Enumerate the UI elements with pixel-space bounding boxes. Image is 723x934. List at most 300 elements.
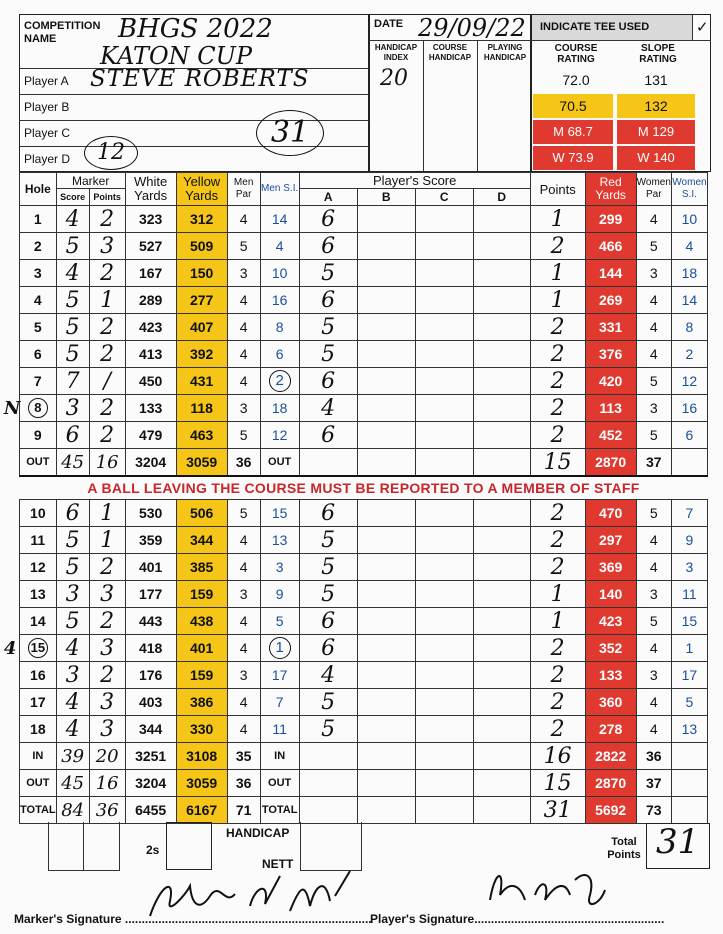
summary-player-d-cell — [473, 770, 530, 797]
player-b-score-cell — [357, 233, 415, 260]
white-yards-cell: 167 — [125, 260, 176, 287]
rating-cell-slope-d — [617, 146, 695, 170]
hole-number-cell: 16 — [20, 662, 57, 689]
warning-text: A BALL LEAVING THE COURSE MUST BE REPORTED TO A MEMBER OF STAFF — [87, 480, 640, 496]
table-row — [20, 689, 708, 716]
women-si-cell: 15 — [671, 608, 707, 635]
hole-number-cell: 12 — [20, 554, 57, 581]
player-c-score-cell — [415, 341, 473, 368]
women-par-cell: 3 — [636, 662, 671, 689]
summary-player-a-cell — [299, 449, 357, 477]
player-a-score-cell: 5 — [299, 260, 357, 287]
competition-name-line1: BHGS 2022 — [118, 14, 273, 44]
men-par-cell: 4 — [227, 341, 260, 368]
player-c-label: Player C — [24, 126, 71, 140]
women-par-cell: 5 — [636, 500, 671, 527]
tee-check-mark: ✓ — [696, 19, 709, 36]
red-yards-cell: 113 — [585, 395, 636, 422]
women-si-cell: 14 — [671, 287, 707, 314]
white-yards-cell: 323 — [125, 206, 176, 233]
yellow-yards-cell: 344 — [176, 527, 227, 554]
hole-number-cell: 5 — [20, 314, 57, 341]
marker-points-cell: 2 — [89, 422, 125, 449]
player-c-score-cell — [415, 716, 473, 743]
nett-footer-label: NETT — [262, 857, 294, 871]
white-yards-cell: 527 — [125, 233, 176, 260]
men-par-cell: 5 — [227, 500, 260, 527]
marker-score-cell: 4 — [56, 206, 89, 233]
hole-note: N — [3, 398, 21, 419]
men-si-cell: 4 — [260, 233, 299, 260]
red-yards-cell: 352 — [585, 635, 636, 662]
points-header: Points — [530, 173, 585, 206]
player-c-score-cell — [415, 608, 473, 635]
player-row-b — [19, 94, 369, 121]
table-row — [20, 716, 708, 743]
rating-slope-c: M 129 — [637, 124, 675, 139]
red-yards-cell: 376 — [585, 341, 636, 368]
player-a-score-cell: 6 — [299, 233, 357, 260]
summary-red-yards-cell: 5692 — [585, 797, 636, 824]
summary-men-par-cell: 36 — [227, 449, 260, 477]
player-b-score-cell — [357, 206, 415, 233]
rating-course-d: W 73.9 — [552, 150, 594, 165]
player-b-score-cell — [357, 395, 415, 422]
men-si-cell: 10 — [260, 260, 299, 287]
hole-number-cell: 13 — [20, 581, 57, 608]
points-cell: 2 — [530, 341, 585, 368]
summary-points-cell: 15 — [530, 770, 585, 797]
rating-cell-course-c — [533, 120, 613, 144]
marker-points-cell: 2 — [89, 554, 125, 581]
competition-label: COMPETITION NAME — [24, 20, 101, 45]
marker-points-cell: 1 — [89, 500, 125, 527]
red-yards-cell: 331 — [585, 314, 636, 341]
women-si-cell: 10 — [671, 206, 707, 233]
table-row — [20, 662, 708, 689]
marker-score-header: Score — [56, 189, 89, 206]
marker-footer-boxes — [48, 822, 120, 871]
tee-header-divider — [531, 40, 711, 41]
men-si-cell — [260, 635, 299, 662]
player-a-header: A — [299, 189, 357, 206]
table-row — [20, 635, 708, 662]
summary-player-a-cell — [299, 770, 357, 797]
summary-marker-points-cell: 16 — [89, 770, 125, 797]
women-si-cell: 4 — [671, 233, 707, 260]
hole-note: 4 — [3, 638, 17, 659]
player-b-score-cell — [357, 554, 415, 581]
yellow-yards-cell: 159 — [176, 581, 227, 608]
men-si-circled: 1 — [269, 637, 291, 659]
table-row — [20, 368, 708, 395]
yellow-yards-cell: 438 — [176, 608, 227, 635]
player-d-score-cell — [473, 635, 530, 662]
hole-number: 8 — [28, 398, 48, 418]
yellow-yards-header: Yellow Yards — [176, 173, 227, 206]
women-par-cell: 4 — [636, 314, 671, 341]
women-par-cell: 3 — [636, 395, 671, 422]
summary-label-cell: OUT — [20, 770, 57, 797]
player-c-score-cell — [415, 206, 473, 233]
white-yards-cell: 479 — [125, 422, 176, 449]
handicap-col-line2 — [477, 40, 478, 172]
player-b-score-cell — [357, 368, 415, 395]
player-b-header: B — [357, 189, 415, 206]
red-yards-cell: 420 — [585, 368, 636, 395]
player-d-score-cell — [473, 689, 530, 716]
summary-men-si-cell: OUT — [260, 449, 299, 477]
player-a-score-cell: 4 — [299, 395, 357, 422]
player-c-score-cell — [415, 554, 473, 581]
player-a-score-cell: 6 — [299, 287, 357, 314]
women-par-cell: 4 — [636, 287, 671, 314]
player-b-score-cell — [357, 662, 415, 689]
points-cell: 2 — [530, 368, 585, 395]
white-yards-cell: 359 — [125, 527, 176, 554]
summary-women-par-cell: 73 — [636, 797, 671, 824]
player-b-score-cell — [357, 527, 415, 554]
women-si-cell: 5 — [671, 689, 707, 716]
summary-red-yards-cell: 2870 — [585, 449, 636, 477]
men-par-cell: 4 — [227, 368, 260, 395]
men-si-cell: 8 — [260, 314, 299, 341]
hole-number-cell: 6 — [20, 341, 57, 368]
player-b-score-cell — [357, 716, 415, 743]
player-b-score-cell — [357, 287, 415, 314]
summary-men-si-cell: OUT — [260, 770, 299, 797]
white-yards-cell: 344 — [125, 716, 176, 743]
summary-women-si-cell — [671, 770, 707, 797]
men-si-cell: 18 — [260, 395, 299, 422]
men-si-cell: 14 — [260, 206, 299, 233]
women-si-cell: 11 — [671, 581, 707, 608]
men-par-header: Men Par — [227, 173, 260, 206]
men-si-cell: 9 — [260, 581, 299, 608]
marker-points-cell: 2 — [89, 206, 125, 233]
hole-number-cell: 11 — [20, 527, 57, 554]
player-b-score-cell — [357, 608, 415, 635]
summary-white-yards-cell: 3204 — [125, 449, 176, 477]
points-cell: 1 — [530, 581, 585, 608]
points-cell: 2 — [530, 233, 585, 260]
rating-slope-a: 131 — [644, 72, 668, 88]
summary-player-d-cell — [473, 797, 530, 824]
marker-signature-label: Marker's Signature .......................................................................... — [14, 912, 372, 926]
men-si-cell: 13 — [260, 527, 299, 554]
summary-white-yards-cell: 3204 — [125, 770, 176, 797]
summary-player-c-cell — [415, 449, 473, 477]
marker-header: Marker — [56, 173, 125, 189]
player-b-score-cell — [357, 635, 415, 662]
white-yards-cell: 177 — [125, 581, 176, 608]
table-row — [20, 287, 708, 314]
white-yards-cell: 423 — [125, 314, 176, 341]
player-signature-text: Player's Signature — [370, 912, 475, 926]
marker-score-cell: 5 — [56, 527, 89, 554]
white-yards-cell: 450 — [125, 368, 176, 395]
men-par-cell: 4 — [227, 314, 260, 341]
men-par-cell: 4 — [227, 527, 260, 554]
player-c-score-cell — [415, 527, 473, 554]
summary-player-c-cell — [415, 743, 473, 770]
white-yards-cell: 133 — [125, 395, 176, 422]
men-si-cell: 6 — [260, 341, 299, 368]
player-c-score-cell — [415, 662, 473, 689]
hole-number-cell: 14 — [20, 608, 57, 635]
summary-women-par-cell: 36 — [636, 743, 671, 770]
player-c-score-cell — [415, 368, 473, 395]
summary-white-yards-cell: 6455 — [125, 797, 176, 824]
women-par-cell: 5 — [636, 233, 671, 260]
table-row — [20, 554, 708, 581]
player-d-handicap-note — [84, 136, 138, 170]
player-d-score-cell — [473, 422, 530, 449]
player-c-score-cell — [415, 689, 473, 716]
marker-signature-text: Marker's Signature — [14, 912, 122, 926]
player-a-score-cell: 6 — [299, 608, 357, 635]
handicap-footer-box — [300, 822, 362, 871]
points-cell: 1 — [530, 206, 585, 233]
marker-score-cell: 5 — [56, 341, 89, 368]
women-si-header: Women S.I. — [671, 173, 707, 206]
points-cell: 2 — [530, 314, 585, 341]
red-yards-cell: 144 — [585, 260, 636, 287]
rating-cell-course-d — [533, 146, 613, 170]
marker-points-cell: 3 — [89, 716, 125, 743]
hole-number: 15 — [28, 638, 48, 658]
total-points-value: 31 — [656, 822, 700, 862]
men-par-cell: 4 — [227, 206, 260, 233]
player-signature-scribble — [480, 860, 610, 920]
playing-handicap-label: PLAYING HANDICAP — [483, 43, 527, 62]
summary-men-si-cell: IN — [260, 743, 299, 770]
player-d-label: Player D — [24, 152, 71, 166]
red-yards-cell: 466 — [585, 233, 636, 260]
handicap-index-label: HANDICAP INDEX — [374, 43, 418, 62]
yellow-yards-cell: 150 — [176, 260, 227, 287]
marker-points-cell: 3 — [89, 581, 125, 608]
player-b-score-cell — [357, 341, 415, 368]
men-si-cell: 12 — [260, 422, 299, 449]
hole-number-cell: 9 — [20, 422, 57, 449]
points-cell: 2 — [530, 635, 585, 662]
marker-points-cell: 3 — [89, 689, 125, 716]
warning-row — [20, 476, 708, 500]
player-c-score-cell — [415, 233, 473, 260]
summary-player-b-cell — [357, 743, 415, 770]
table-row — [20, 500, 708, 527]
white-yards-cell: 401 — [125, 554, 176, 581]
summary-men-par-cell: 36 — [227, 770, 260, 797]
player-c-score-cell — [415, 500, 473, 527]
table-row — [20, 422, 708, 449]
summary-yellow-yards-cell: 3108 — [176, 743, 227, 770]
summary-yellow-yards-cell: 6167 — [176, 797, 227, 824]
table-row — [20, 206, 708, 233]
player-a-score-cell: 6 — [299, 368, 357, 395]
player-d-handicap-value: 12 — [97, 140, 125, 165]
competition-name-line2: KATON CUP — [100, 42, 253, 70]
hole-number-cell: 1 — [20, 206, 57, 233]
twos-label: 2s — [146, 843, 160, 857]
red-yards-cell: 269 — [585, 287, 636, 314]
men-par-cell: 4 — [227, 554, 260, 581]
player-c-score-cell — [415, 287, 473, 314]
player-c-score-cell — [415, 422, 473, 449]
women-par-cell: 4 — [636, 554, 671, 581]
marker-score-cell: 5 — [56, 314, 89, 341]
points-cell: 1 — [530, 287, 585, 314]
summary-marker-score-cell: 45 — [56, 770, 89, 797]
summary-women-si-cell — [671, 449, 707, 477]
hole-number-cell: 2 — [20, 233, 57, 260]
summary-white-yards-cell: 3251 — [125, 743, 176, 770]
rating-cell-course-b — [533, 94, 613, 118]
player-a-score-cell: 5 — [299, 314, 357, 341]
yellow-yards-cell: 386 — [176, 689, 227, 716]
table-row — [20, 341, 708, 368]
marker-points-cell: 2 — [89, 314, 125, 341]
summary-yellow-yards-cell: 3059 — [176, 449, 227, 477]
women-si-cell: 12 — [671, 368, 707, 395]
player-b-score-cell — [357, 500, 415, 527]
marker-score-cell: 5 — [56, 233, 89, 260]
player-a-score-cell: 5 — [299, 527, 357, 554]
red-yards-cell: 452 — [585, 422, 636, 449]
yellow-yards-cell: 401 — [176, 635, 227, 662]
men-par-cell: 4 — [227, 608, 260, 635]
handicap-col-line1 — [423, 40, 424, 172]
marker-score-cell: 3 — [56, 395, 89, 422]
yellow-yards-cell: 431 — [176, 368, 227, 395]
marker-points-cell: 2 — [89, 341, 125, 368]
score-table — [3, 172, 708, 824]
women-si-cell: 3 — [671, 554, 707, 581]
men-si-cell — [260, 368, 299, 395]
player-a-name: STEVE ROBERTS — [90, 66, 310, 92]
points-cell: 2 — [530, 716, 585, 743]
marker-points-cell: 3 — [89, 635, 125, 662]
yellow-yards-cell: 407 — [176, 314, 227, 341]
women-par-cell: 3 — [636, 260, 671, 287]
men-si-cell: 5 — [260, 608, 299, 635]
yellow-yards-cell: 392 — [176, 341, 227, 368]
table-row — [20, 314, 708, 341]
circled-total-value: 31 — [270, 115, 310, 150]
men-si-cell: 17 — [260, 662, 299, 689]
marker-points-cell: 2 — [89, 260, 125, 287]
summary-player-c-cell — [415, 797, 473, 824]
player-d-score-cell — [473, 500, 530, 527]
handicap-index-value: 20 — [380, 66, 408, 91]
men-par-cell: 4 — [227, 689, 260, 716]
yellow-yards-cell: 509 — [176, 233, 227, 260]
marker-score-cell: 6 — [56, 500, 89, 527]
player-d-score-cell — [473, 581, 530, 608]
player-a-score-cell: 5 — [299, 581, 357, 608]
handicap-divider — [369, 40, 531, 41]
marker-score-cell: 5 — [56, 554, 89, 581]
white-yards-cell: 176 — [125, 662, 176, 689]
marker-score-cell: 3 — [56, 662, 89, 689]
player-d-score-cell — [473, 662, 530, 689]
summary-points-cell: 15 — [530, 449, 585, 477]
summary-red-yards-cell: 2822 — [585, 743, 636, 770]
yellow-yards-cell: 159 — [176, 662, 227, 689]
summary-row — [20, 743, 708, 770]
player-row-d — [19, 146, 369, 173]
yellow-yards-cell: 506 — [176, 500, 227, 527]
player-d-score-cell — [473, 260, 530, 287]
points-cell: 2 — [530, 554, 585, 581]
summary-men-si-cell: TOTAL — [260, 797, 299, 824]
points-cell: 1 — [530, 608, 585, 635]
summary-women-si-cell — [671, 743, 707, 770]
men-par-cell: 5 — [227, 422, 260, 449]
summary-row — [20, 770, 708, 797]
women-par-cell: 4 — [636, 527, 671, 554]
red-yards-cell: 299 — [585, 206, 636, 233]
yellow-yards-cell: 312 — [176, 206, 227, 233]
player-c-score-cell — [415, 581, 473, 608]
table-row — [20, 608, 708, 635]
summary-red-yards-cell: 2870 — [585, 770, 636, 797]
red-yards-header: Red Yards — [585, 173, 636, 206]
marker-points-cell: / — [89, 368, 125, 395]
table-row — [20, 581, 708, 608]
men-par-cell: 4 — [227, 635, 260, 662]
white-yards-cell: 289 — [125, 287, 176, 314]
indicate-tee-label: INDICATE TEE USED — [540, 21, 650, 33]
player-c-score-cell — [415, 314, 473, 341]
player-b-score-cell — [357, 422, 415, 449]
summary-player-a-cell — [299, 743, 357, 770]
men-si-cell: 11 — [260, 716, 299, 743]
red-yards-cell: 470 — [585, 500, 636, 527]
marker-score-cell: 6 — [56, 422, 89, 449]
player-b-score-cell — [357, 689, 415, 716]
hole-number-cell: 4 — [20, 287, 57, 314]
marker-score-cell: 7 — [56, 368, 89, 395]
men-par-cell: 4 — [227, 716, 260, 743]
summary-row — [20, 449, 708, 477]
rating-slope-d: W 140 — [637, 150, 675, 165]
women-par-header: Women Par — [636, 173, 671, 206]
women-par-cell: 4 — [636, 206, 671, 233]
women-par-cell: 4 — [636, 341, 671, 368]
summary-player-d-cell — [473, 743, 530, 770]
points-cell: 2 — [530, 689, 585, 716]
women-par-cell: 3 — [636, 581, 671, 608]
summary-women-par-cell: 37 — [636, 449, 671, 477]
summary-marker-score-cell: 45 — [56, 449, 89, 477]
table-row — [20, 233, 708, 260]
yellow-yards-cell: 118 — [176, 395, 227, 422]
player-a-score-cell: 5 — [299, 554, 357, 581]
marker-footer-divider — [83, 822, 84, 870]
hole-number-cell — [3, 395, 57, 422]
rating-cell-course-a — [533, 68, 619, 92]
rating-course-a: 72.0 — [562, 72, 590, 88]
player-a-score-cell: 5 — [299, 341, 357, 368]
player-a-score-cell: 6 — [299, 500, 357, 527]
player-d-score-cell — [473, 716, 530, 743]
men-si-cell: 7 — [260, 689, 299, 716]
player-a-score-cell: 6 — [299, 635, 357, 662]
marker-points-header: Points — [89, 189, 125, 206]
red-yards-cell: 297 — [585, 527, 636, 554]
